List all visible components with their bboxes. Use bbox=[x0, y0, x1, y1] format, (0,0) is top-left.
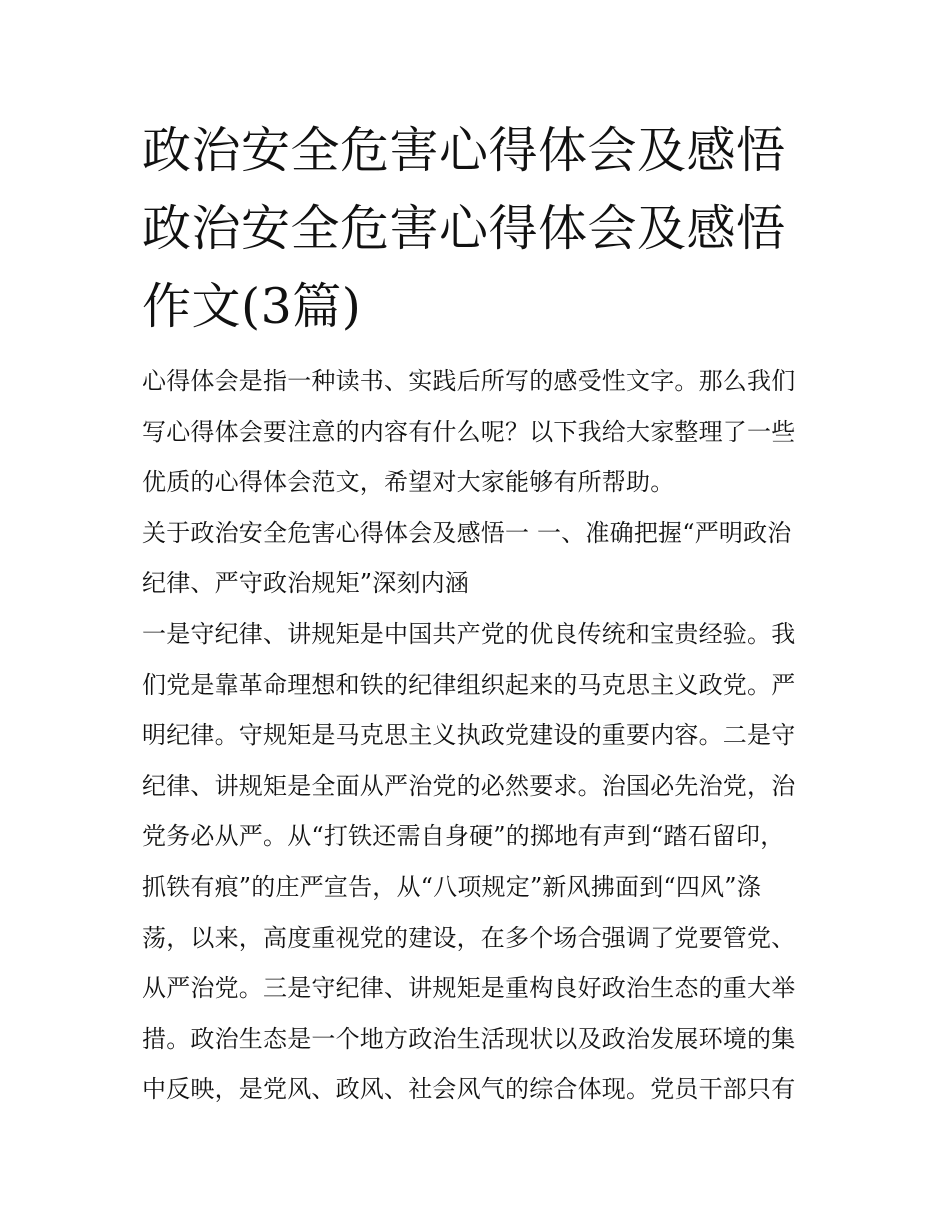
document-title bbox=[142, 112, 814, 346]
intro-paragraph bbox=[142, 356, 814, 508]
text-line: 中反映，是党风、政风、社会风气的综合体现。党员干部只有 bbox=[142, 1075, 796, 1104]
title-line: 作文(3篇) bbox=[142, 278, 362, 335]
document-content bbox=[142, 112, 814, 1115]
text-line: 纪律、严守政治规矩”深刻内涵 bbox=[142, 569, 470, 598]
text-line: 纪律、讲规矩是全面从严治党的必然要求。治国必先治党，治 bbox=[142, 771, 796, 800]
text-line: 荡，以来，高度重视党的建设，在多个场合强调了党要管党、 bbox=[142, 923, 796, 952]
text-line: 一是守纪律、讲规矩是中国共产党的优良传统和宝贵经验。我 bbox=[142, 619, 796, 648]
text-line: 抓铁有痕”的庄严宣告，从“八项规定”新风拂面到“四风”涤 bbox=[142, 872, 761, 901]
section-heading-paragraph bbox=[142, 508, 814, 609]
text-line: 关于政治安全危害心得体会及感悟一 一、准确把握“严明政治 bbox=[142, 518, 792, 547]
text-line: 优质的心得体会范文，希望对大家能够有所帮助。 bbox=[142, 468, 675, 497]
text-line: 党务必从严。从“打铁还需自身硬”的掷地有声到“踏石留印， bbox=[142, 822, 785, 851]
text-line: 写心得体会要注意的内容有什么呢？以下我给大家整理了一些 bbox=[142, 417, 796, 446]
title-line: 政治安全危害心得体会及感悟 bbox=[142, 122, 786, 179]
title-line: 政治安全危害心得体会及感悟 bbox=[142, 200, 786, 257]
text-line: 心得体会是指一种读书、实践后所写的感受性文字。那么我们 bbox=[142, 367, 796, 395]
text-line: 们党是靠革命理想和铁的纪律组织起来的马克思主义政党。严 bbox=[142, 670, 796, 699]
text-line: 措。政治生态是一个地方政治生活现状以及政治发展环境的集 bbox=[142, 1024, 796, 1053]
body-paragraph bbox=[142, 609, 814, 1115]
text-line: 明纪律。守规矩是马克思主义执政党建设的重要内容。二是守 bbox=[142, 721, 796, 750]
text-line: 从严治党。三是守纪律、讲规矩是重构良好政治生态的重大举 bbox=[142, 974, 796, 1003]
